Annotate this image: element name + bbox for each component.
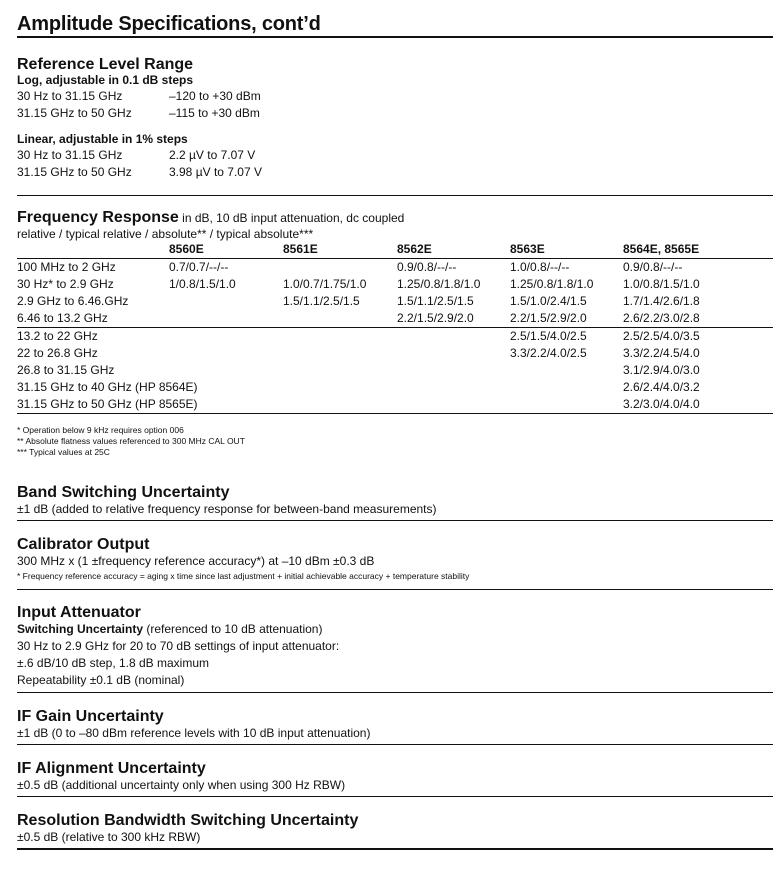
switching-uncertainty-label: Switching Uncertainty [17,622,144,636]
table-header [17,241,773,259]
table-row [17,396,773,414]
value-cell: –120 to +30 dBm [169,89,261,103]
section-heading: Reference Level Range [17,56,194,73]
reference-level-section [17,56,773,181]
value-cell: 0.7/0.7/--/-- [169,260,229,274]
section-heading: Band Switching Uncertainty [17,484,230,501]
range-cell: 30 Hz to 31.15 GHz [17,148,123,162]
value-cell: 2.5/1.5/4.0/2.5 [510,329,587,343]
section-divider [17,520,773,521]
range-cell: 22 to 26.8 GHz [17,346,98,360]
title-divider [17,36,773,38]
value-cell: 2.6/2.2/3.0/2.8 [623,311,700,325]
value-cell: 3.98 µV to 7.07 V [169,165,262,179]
value-cell: 0.9/0.8/--/-- [623,260,683,274]
log-subheading: Log, adjustable in 0.1 dB steps [17,73,194,87]
section-divider [17,848,773,850]
value-cell: –115 to +30 dBm [169,106,260,120]
section-divider [17,744,773,745]
column-header: 8563E [510,242,545,256]
rbw-switching-section [17,812,773,846]
spec-row [17,164,773,181]
value-cell: 1.25/0.8/1.8/1.0 [510,277,594,291]
section-heading-line [17,209,773,227]
switching-uncertainty-line [17,621,773,638]
range-cell: 31.15 GHz to 50 GHz (HP 8565E) [17,397,198,411]
band-switching-section [17,484,773,518]
section-heading: IF Gain Uncertainty [17,708,164,725]
footnote: * Operation below 9 kHz requires option 006 [17,425,184,435]
column-header: 8560E [169,242,204,256]
frequency-response-section [17,209,773,458]
linear-subheading: Linear, adjustable in 1% steps [17,132,188,146]
input-attenuator-section [17,604,773,689]
page-title: Amplitude Specifications, cont’d [17,13,321,35]
section-heading: Input Attenuator [17,604,141,621]
section-heading: Resolution Bandwidth Switching Uncertainty [17,812,359,829]
table-row [17,379,773,396]
if-gain-section [17,708,773,742]
range-cell: 31.15 GHz to 50 GHz [17,165,132,179]
footnote: ** Absolute flatness values referenced to 300 MHz CAL OUT [17,436,245,446]
section-text: Repeatability ±0.1 dB (nominal) [17,673,185,687]
range-cell: 13.2 to 22 GHz [17,329,98,343]
section-divider [17,796,773,797]
section-heading: Calibrator Output [17,536,150,553]
value-cell: 3.3/2.2/4.0/2.5 [510,346,587,360]
value-cell: 1.0/0.7/1.75/1.0 [283,277,367,291]
range-cell: 26.8 to 31.15 GHz [17,363,115,377]
table-row [17,276,773,293]
column-header: 8561E [283,242,318,256]
section-text: 300 MHz x (1 ±frequency reference accuracy*) at –10 dBm ±0.3 dB [17,554,375,568]
value-cell: 1/0.8/1.5/1.0 [169,277,236,291]
section-divider [17,195,773,196]
value-cell: 1.0/0.8/--/-- [510,260,570,274]
section-heading: IF Alignment Uncertainty [17,760,206,777]
section-text: 30 Hz to 2.9 GHz for 20 to 70 dB settings of input attenuator: [17,639,340,653]
footnote: * Frequency reference accuracy = aging x time since last adjustment + initial achievable accuracy + temperature stability [17,571,470,581]
frequency-response-subheading: relative / typical relative / absolute** / typical absolute*** [17,227,314,241]
range-cell: 31.15 GHz to 40 GHz (HP 8564E) [17,380,198,394]
value-cell: 2.2 µV to 7.07 V [169,148,256,162]
section-divider [17,692,773,693]
range-cell: 30 Hz* to 2.9 GHz [17,277,114,291]
value-cell: 2.5/2.5/4.0/3.5 [623,329,700,343]
range-cell: 100 MHz to 2 GHz [17,260,116,274]
section-divider [17,589,773,590]
spec-row [17,88,773,105]
section-text: ±.6 dB/10 dB step, 1.8 dB maximum [17,656,210,670]
value-cell: 1.25/0.8/1.8/1.0 [397,277,481,291]
if-alignment-section [17,760,773,794]
value-cell: 1.5/1.1/2.5/1.5 [283,294,360,308]
table-row [17,345,773,362]
column-header: 8564E, 8565E [623,242,700,256]
value-cell: 2.6/2.4/4.0/3.2 [623,380,700,394]
section-text: ±0.5 dB (additional uncertainty only when using 300 Hz RBW) [17,778,346,792]
switching-uncertainty-note: (referenced to 10 dB attenuation) [143,622,323,636]
table-row [17,259,773,276]
value-cell: 1.5/1.1/2.5/1.5 [397,294,474,308]
range-cell: 30 Hz to 31.15 GHz [17,89,123,103]
section-heading: Frequency Response [17,209,179,226]
calibrator-section [17,536,773,582]
range-cell: 6.46 to 13.2 GHz [17,311,108,325]
value-cell: 1.0/0.8/1.5/1.0 [623,277,700,291]
heading-note: in dB, 10 dB input attenuation, dc coupled [178,211,405,225]
range-cell: 2.9 GHz to 6.46.GHz [17,294,129,308]
table-row [17,362,773,379]
table-row [17,328,773,345]
value-cell: 1.7/1.4/2.6/1.8 [623,294,700,308]
range-cell: 31.15 GHz to 50 GHz [17,106,132,120]
spec-row [17,105,773,122]
value-cell: 3.1/2.9/4.0/3.0 [623,363,700,377]
value-cell: 1.5/1.0/2.4/1.5 [510,294,587,308]
value-cell: 3.2/3.0/4.0/4.0 [623,397,700,411]
value-cell: 0.9/0.8/--/-- [397,260,457,274]
spec-row [17,147,773,164]
footnote: *** Typical values at 25C [17,447,110,457]
section-text: ±0.5 dB (relative to 300 kHz RBW) [17,830,201,844]
column-header: 8562E [397,242,432,256]
section-text: ±1 dB (0 to –80 dBm reference levels with 10 dB input attenuation) [17,726,371,740]
table-row [17,310,773,328]
table-row [17,293,773,310]
section-text: ±1 dB (added to relative frequency response for between-band measurements) [17,502,437,516]
value-cell: 2.2/1.5/2.9/2.0 [397,311,474,325]
value-cell: 2.2/1.5/2.9/2.0 [510,311,587,325]
value-cell: 3.3/2.2/4.5/4.0 [623,346,700,360]
